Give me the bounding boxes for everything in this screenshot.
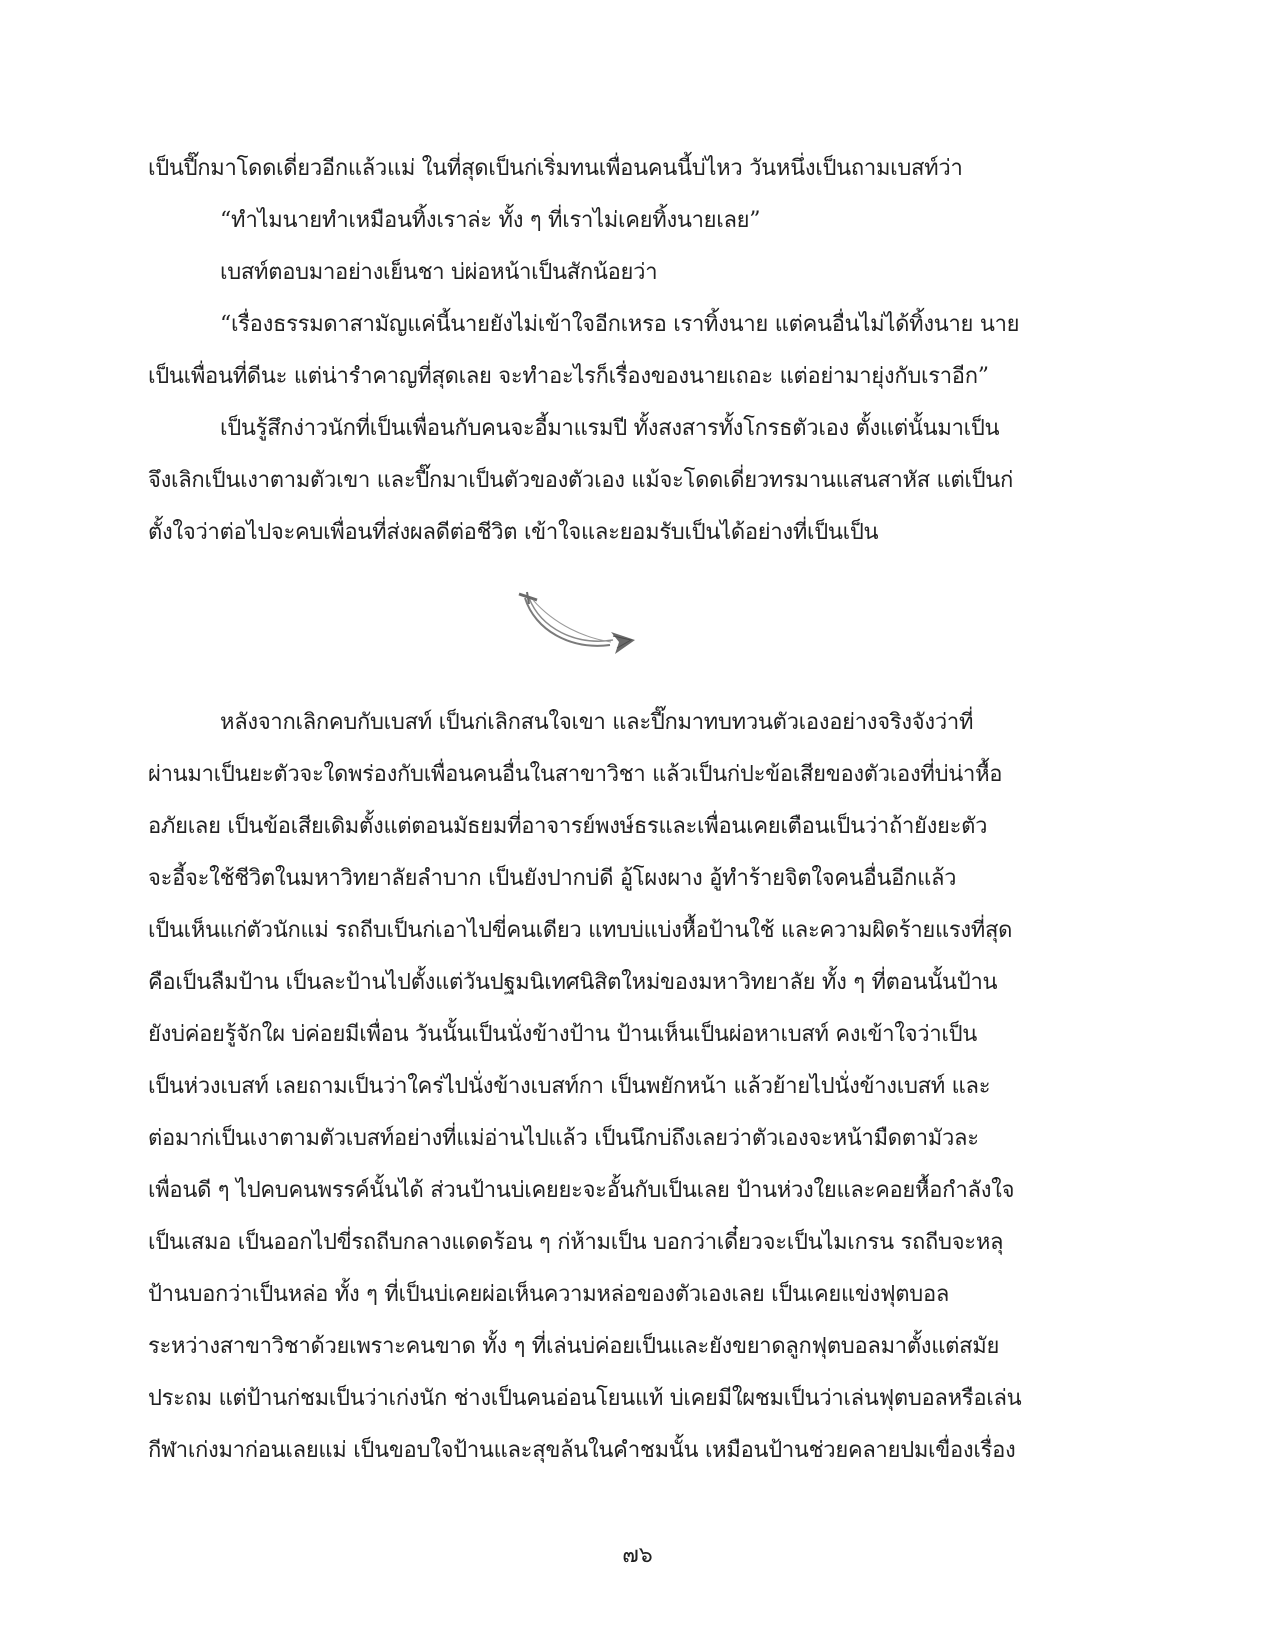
text-line: ต่อมาก่เป็นเงาตามตัวเบสท์อย่างที่แม่อ่านไปแล้ว เป็นนึกบ่ถึงเลยว่าตัวเองจะหน้ามืดตามัวละ xyxy=(148,1126,979,1151)
text-line: จึงเลิกเป็นเงาตามตัวเขา และปี๊กมาเป็นตัวของตัวเอง แม้จะโดดเดี่ยวทรมานแสนสาหัส แต่เป็นก่ xyxy=(148,468,1014,493)
text-block-top xyxy=(148,156,1020,572)
text-line: ผ่านมาเป็นยะตัวจะใดพร่องกับเพื่อนคนอื่นในสาขาวิชา แล้วเป็นก่ปะข้อเสียของตัวเองที่บ่น่าหื้อ xyxy=(148,762,1003,787)
text-line: เป็นปี๊กมาโดดเดี่ยวอีกแล้วแม่ ในที่สุดเป็นก่เริ่มทนเพื่อนคนนี้บ่ไหว วันหนึ่งเป็นถามเบสท์ว่า xyxy=(148,156,963,181)
text-line: ตั้งใจว่าต่อไปจะคบเพื่อนที่ส่งผลดีต่อชีวิต เข้าใจและยอมรับเป็นได้อย่างที่เป็นเป็น xyxy=(148,520,879,545)
text-line: หลังจากเลิกคบกับเบสท์ เป็นก่เลิกสนใจเขา และปี๊กมาทบทวนตัวเองอย่างจริงจังว่าที่ xyxy=(220,710,974,735)
text-line: เพื่อนดี ๆ ไปคบคนพรรค์นั้นได้ ส่วนป้านบ่เคยยะจะอั้นกับเป็นเลย ป้านห่วงใยและคอยหื้อกำลังใจ xyxy=(148,1178,1015,1203)
text-line: จะอี้จะใช้ชีวิตในมหาวิทยาลัยลำบาก เป็นยังปากบ่ดี อู้โผงผาง อู้ทำร้ายจิตใจคนอื่นอีกแล้ว xyxy=(148,866,957,891)
text-line: เป็นเพื่อนที่ดีนะ แต่น่ารำคาญที่สุดเลย จะทำอะไรก็เรื่องของนายเถอะ แต่อย่ามายุ่งกับเราอีก” xyxy=(148,364,989,389)
text-line: เป็นเห็นแก่ตัวนักแม่ รถถีบเป็นก่เอาไปขี่คนเดียว แทบบ่แบ่งหื้อป้านใช้ และความผิดร้ายแรงที่สุด xyxy=(148,918,1013,943)
text-line: กีฬาเก่งมาก่อนเลยแม่ เป็นขอบใจป้านและสุขล้นในคำชมนั้น เหมือนป้านช่วยคลายปมเขื่องเรื่อง xyxy=(148,1438,1016,1463)
text-line: ประถม แต่ป้านก่ชมเป็นว่าเก่งนัก ช่างเป็นคนอ่อนโยนแท้ บ่เคยมีใผชมเป็นว่าเล่นฟุตบอลหรือเล่น xyxy=(148,1386,1022,1411)
arrow-ornament-icon xyxy=(515,590,645,675)
text-line: ป้านบอกว่าเป็นหล่อ ทั้ง ๆ ที่เป็นบ่เคยผ่อเห็นความหล่อของตัวเองเลย เป็นเคยแข่งฟุตบอล xyxy=(148,1282,950,1307)
page-number: ๗๖ xyxy=(622,1543,653,1568)
text-line: เป็นเสมอ เป็นออกไปขี่รถถีบกลางแดดร้อน ๆ ก่ห้ามเป็น บอกว่าเดี๋ยวจะเป็นไมเกรน รถถีบจะหลุ xyxy=(148,1230,1004,1255)
text-line: ระหว่างสาขาวิชาด้วยเพราะคนขาด ทั้ง ๆ ที่เล่นบ่ค่อยเป็นและยังขยาดลูกฟุตบอลมาตั้งแต่สมัย xyxy=(148,1334,1000,1359)
text-line: “เรื่องธรรมดาสามัญแค่นี้นายยังไม่เข้าใจอีกเหรอ เราทิ้งนาย แต่คนอื่นไม่ได้ทิ้งนาย นาย xyxy=(220,312,1020,337)
text-line: เป็นรู้สึกง่าวนักที่เป็นเพื่อนกับคนจะอี้มาแรมปี ทั้งสงสารทั้งโกรธตัวเอง ตั้งแต่นั้นมาเป็น xyxy=(220,416,1000,441)
text-line: คือเป็นลืมป้าน เป็นละป้านไปตั้งแต่วันปฐมนิเทศนิสิตใหม่ของมหาวิทยาลัย ทั้ง ๆ ที่ตอนนั้นป้าน xyxy=(148,970,998,995)
text-line: อภัยเลย เป็นข้อเสียเดิมตั้งแต่ตอนมัธยมที่อาจารย์พงษ์ธรและเพื่อนเคยเตือนเป็นว่าถ้ายังยะตัว xyxy=(148,814,988,839)
text-line: เป็นห่วงเบสท์ เลยถามเป็นว่าใคร่ไปนั่งข้างเบสท์กา เป็นพยักหน้า แล้วย้ายไปนั่งข้างเบสท์ และ xyxy=(148,1074,991,1099)
text-block-bottom xyxy=(148,710,1022,1490)
text-line: เบสท์ตอบมาอย่างเย็นชา บ่ผ่อหน้าเป็นสักน้อยว่า xyxy=(220,260,658,285)
text-line: “ทำไมนายทำเหมือนทิ้งเราล่ะ ทั้ง ๆ ที่เราไม่เคยทิ้งนายเลย” xyxy=(220,208,761,233)
text-line: ยังบ่ค่อยรู้จักใผ บ่ค่อยมีเพื่อน วันนั้นเป็นนั่งข้างป้าน ป้านเห็นเป็นผ่อหาเบสท์ คงเข้าใจว่าเป็น xyxy=(148,1022,978,1047)
